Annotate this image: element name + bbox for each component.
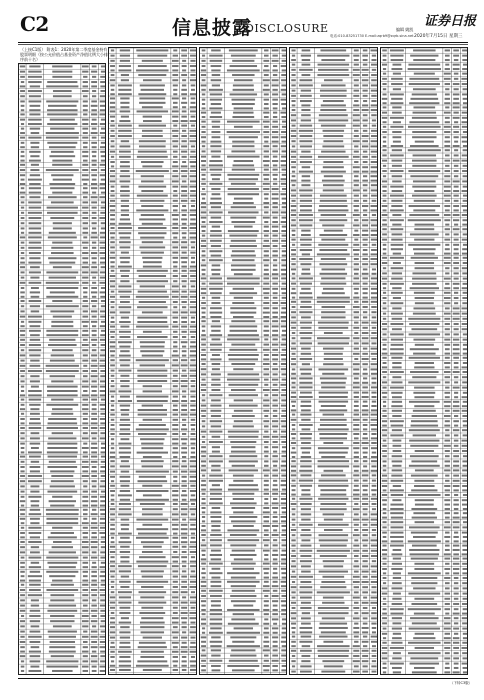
disclosure-table-grid — [18, 47, 468, 675]
masthead-rule-thin — [18, 44, 468, 45]
masthead-rule — [18, 42, 468, 43]
table-column-group — [289, 47, 377, 675]
table-column-group — [380, 47, 468, 675]
section-title-en: DISCLOSURE — [245, 22, 329, 35]
contact-line: 电话:010-83251730 E-mail:zqrb9@zqrb.sina.net — [330, 34, 414, 38]
page-number: C2 — [20, 12, 49, 36]
editor-line: 编辑 姚凯 — [396, 27, 414, 32]
section-title: 信息披露 — [172, 17, 253, 39]
newspaper-logo: 证券日报 — [424, 14, 477, 29]
table-column-group — [108, 47, 196, 675]
masthead — [0, 0, 484, 42]
table-column-group — [199, 47, 287, 675]
intro-text: （上接C1版） 附表1：2020年第二季度基金持有股票明细（按公允价值占基金资产净值比例大小排序前十名） — [20, 47, 108, 62]
date-line: 2020年7月15日 星期三 — [414, 34, 463, 39]
continued-tag: （下转C3版） — [450, 681, 473, 685]
table-column-group — [18, 63, 106, 675]
footer-rule — [18, 678, 468, 679]
